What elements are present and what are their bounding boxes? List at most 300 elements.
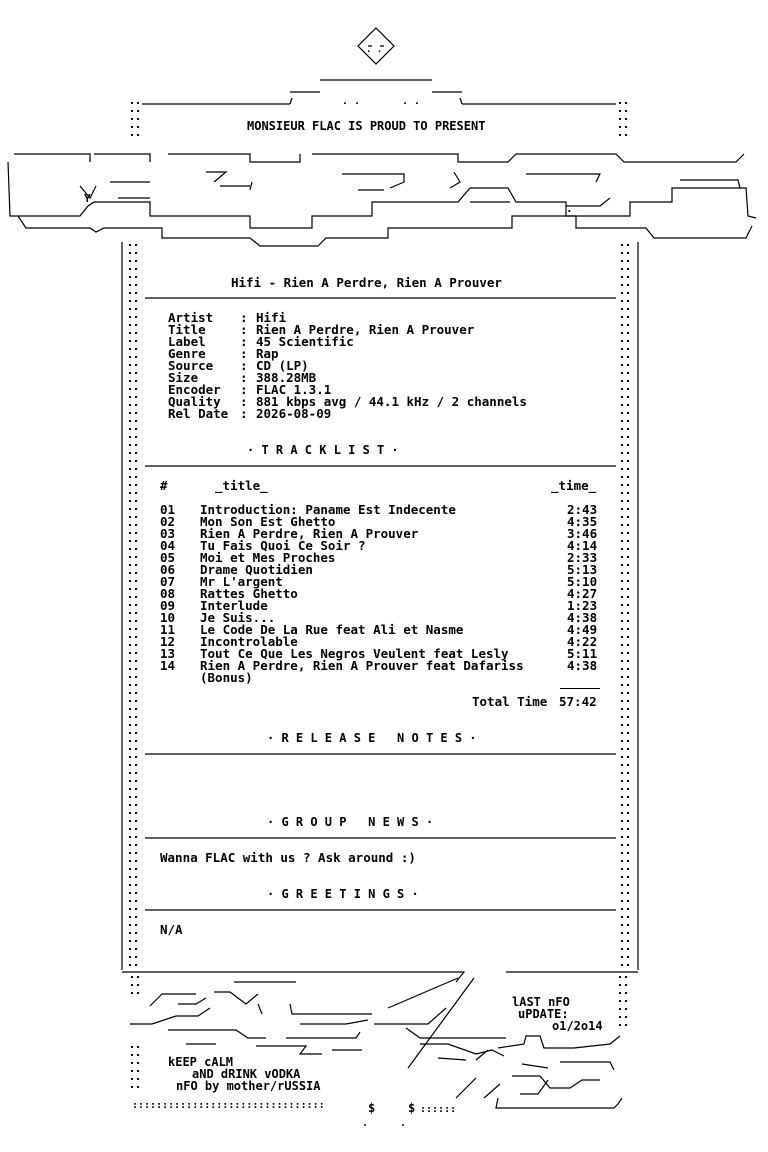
frame-dot [627, 460, 629, 462]
track-number: 07 [160, 574, 176, 589]
frame-dot [621, 548, 623, 550]
frame-dot [129, 652, 131, 654]
frame-dot [135, 628, 137, 630]
frame-dot [129, 916, 131, 918]
track-number: 06 [160, 562, 176, 577]
frame-dot [621, 460, 623, 462]
frame-dot [621, 356, 623, 358]
frame-dot [621, 668, 623, 670]
frame-dot [129, 308, 131, 310]
frame-dot [129, 716, 131, 718]
frame-dot [621, 556, 623, 558]
frame-dot [129, 852, 131, 854]
frame-dot [129, 556, 131, 558]
track-title: Tu Fais Quoi Ce Soir ? [200, 538, 366, 553]
frame-dot [621, 276, 623, 278]
frame-dot [627, 780, 629, 782]
frame-dot [621, 404, 623, 406]
svg-text:. .: . . [402, 96, 421, 107]
frame-dot [627, 492, 629, 494]
frame-dot [627, 356, 629, 358]
frame-dot [627, 708, 629, 710]
frame-dot [129, 772, 131, 774]
frame-dot [129, 316, 131, 318]
frame-dot [621, 524, 623, 526]
frame-dot [135, 484, 137, 486]
frame-dot [627, 812, 629, 814]
info-separator: : [240, 322, 248, 337]
info-label: Label [168, 334, 206, 349]
track-time: 4:49 [567, 622, 598, 637]
frame-dot [627, 396, 629, 398]
group-news-body: Wanna FLAC with us ? Ask around :) [160, 850, 416, 865]
frame-dot [135, 516, 137, 518]
frame-dot [135, 764, 137, 766]
frame-dot [621, 820, 623, 822]
track-number: 01 [160, 502, 176, 517]
track-title: Rattes Ghetto [200, 586, 298, 601]
frame-dot [621, 380, 623, 382]
track-number: 09 [160, 598, 176, 613]
keep-calm-2: aND dRINK vODKA [192, 1067, 301, 1081]
frame-dot [135, 716, 137, 718]
frame-dot [129, 612, 131, 614]
frame-dot [627, 964, 629, 966]
frame-dot [627, 268, 629, 270]
frame-dot [627, 516, 629, 518]
frame-dot [627, 540, 629, 542]
frame-dot [135, 652, 137, 654]
frame-dots-top [0, 96, 768, 146]
frame-dot [627, 612, 629, 614]
frame-dot [129, 540, 131, 542]
frame-dot [129, 420, 131, 422]
frame-dot [129, 428, 131, 430]
frame-dot [627, 508, 629, 510]
frame-dot [129, 324, 131, 326]
frame-dot [129, 260, 131, 262]
frame-dot [135, 508, 137, 510]
frame-dot [135, 436, 137, 438]
frame-dot [135, 844, 137, 846]
frame-dot [621, 964, 623, 966]
frame-dot [627, 484, 629, 486]
svg-text:o1/2o14: o1/2o14 [552, 1019, 603, 1033]
frame-dot [627, 660, 629, 662]
frame-dot [621, 468, 623, 470]
frame-dot [627, 284, 629, 286]
track-title: Drame Quotidien [200, 562, 313, 577]
frame-dot [627, 380, 629, 382]
frame-dot [621, 924, 623, 926]
frame-dot [129, 300, 131, 302]
frame-dot [627, 892, 629, 894]
track-number: 11 [160, 622, 176, 637]
frame-dot [621, 772, 623, 774]
frame-dot [129, 876, 131, 878]
group-news-heading: · G R O U P N E W S · [267, 815, 434, 829]
info-label: Rel Date [168, 406, 229, 421]
frame-dot [135, 532, 137, 534]
frame-dot [621, 628, 623, 630]
frame-dot [621, 948, 623, 950]
frame-dot [621, 348, 623, 350]
frame-dot [627, 260, 629, 262]
frame-dot [627, 476, 629, 478]
frame-dot [129, 732, 131, 734]
frame-dot [135, 356, 137, 358]
frame-dot [135, 580, 137, 582]
frame-dot [135, 836, 137, 838]
frame-dot [135, 252, 137, 254]
svg-text:.: . [400, 1118, 407, 1129]
frame-dot [627, 308, 629, 310]
frame-dot [627, 804, 629, 806]
track-time: 4:35 [567, 514, 598, 529]
frame-dot [129, 740, 131, 742]
frame-dot [135, 292, 137, 294]
total-label: Total Time [472, 694, 548, 709]
track-title: Rien A Perdre, Rien A Prouver [200, 526, 419, 541]
svg-text:$: $ [368, 1101, 376, 1115]
frame-dot [129, 372, 131, 374]
frame-dot [129, 932, 131, 934]
track-time: 5:13 [567, 562, 598, 577]
frame-dot [627, 548, 629, 550]
track-time: 5:11 [567, 646, 598, 661]
frame-dot [129, 364, 131, 366]
track-title: Mon Son Est Ghetto [200, 514, 336, 529]
frame-dot [627, 628, 629, 630]
info-separator: : [240, 406, 248, 421]
frame-dot [135, 332, 137, 334]
frame-dot [135, 852, 137, 854]
frame-dot [129, 796, 131, 798]
frame-dot [135, 308, 137, 310]
frame-dot [135, 452, 137, 454]
frame-dot [129, 956, 131, 958]
frame-dot [627, 924, 629, 926]
frame-dot [135, 964, 137, 966]
frame-dot [135, 588, 137, 590]
frame-dot [627, 908, 629, 910]
frame-dot [621, 700, 623, 702]
frame-dot [621, 516, 623, 518]
frame-dot [627, 764, 629, 766]
frame-dot [129, 396, 131, 398]
info-separator: : [240, 346, 248, 361]
frame-dot [129, 356, 131, 358]
frame-dot [627, 796, 629, 798]
frame-dot [621, 324, 623, 326]
frame-dot [135, 660, 137, 662]
svg-text:Y: Y [84, 192, 91, 205]
frame-dot [627, 732, 629, 734]
frame-dot [621, 956, 623, 958]
frame-dot [135, 708, 137, 710]
frame-dot [621, 476, 623, 478]
frame-dot [129, 828, 131, 830]
frame-dot [135, 684, 137, 686]
info-separator: : [240, 310, 248, 325]
frame-dot [129, 908, 131, 910]
frame-dot [621, 564, 623, 566]
total-time: 57:42 [559, 694, 597, 709]
frame-dot [621, 588, 623, 590]
frame-dot [135, 868, 137, 870]
frame-dot [129, 604, 131, 606]
frame-dot [135, 276, 137, 278]
frame-dot [135, 820, 137, 822]
frame-dot [129, 244, 131, 246]
tracklist-heading: · T R A C K L I S T · [247, 443, 399, 457]
frame-dot [135, 940, 137, 942]
track-time: 4:38 [567, 610, 598, 625]
frame-dot [621, 540, 623, 542]
frame-dot [135, 540, 137, 542]
frame-dot [621, 420, 623, 422]
frame-dot [621, 652, 623, 654]
frame-dot [627, 676, 629, 678]
frame-dot [135, 860, 137, 862]
frame-dot [621, 572, 623, 574]
frame-dot [135, 724, 137, 726]
frame-dot [627, 956, 629, 958]
frame-dot [135, 948, 137, 950]
frame-dot [627, 244, 629, 246]
frame-dot [621, 852, 623, 854]
frame-dot [627, 564, 629, 566]
frame-dot [129, 340, 131, 342]
frame-dot [135, 348, 137, 350]
frame-dot [621, 612, 623, 614]
frame-dot [621, 780, 623, 782]
frame-dot [135, 324, 137, 326]
frame-dot [627, 500, 629, 502]
frame-dot [129, 668, 131, 670]
frame-dot [135, 892, 137, 894]
frame-dot [627, 412, 629, 414]
frame-dot [129, 492, 131, 494]
frame-dot [621, 684, 623, 686]
frame-dot [627, 644, 629, 646]
frame-dot [621, 708, 623, 710]
frame-dot [621, 788, 623, 790]
frame-dot [135, 316, 137, 318]
frame-dot [135, 572, 137, 574]
svg-text:.: . [566, 202, 573, 215]
frame-dot [627, 948, 629, 950]
frame-dot [135, 732, 137, 734]
frame-dot [621, 732, 623, 734]
frame-dot [621, 244, 623, 246]
frame-dot [129, 868, 131, 870]
track-title: Incontrolable [200, 634, 298, 649]
frame-dot [129, 580, 131, 582]
frame-dot [621, 812, 623, 814]
frame-dot [135, 524, 137, 526]
frame-dot [129, 692, 131, 694]
frame-dot [627, 876, 629, 878]
frame-dot [129, 500, 131, 502]
frame-dot [129, 708, 131, 710]
frame-dot [621, 316, 623, 318]
frame-dot [621, 932, 623, 934]
frame-dot [621, 372, 623, 374]
frame-dot [135, 500, 137, 502]
frame-dot [621, 804, 623, 806]
frame-dot [627, 324, 629, 326]
svg-text:. .: . . [366, 45, 383, 55]
info-label: Artist [168, 310, 214, 325]
frame-dot [135, 932, 137, 934]
frame-dot [621, 604, 623, 606]
info-separator: : [240, 358, 248, 373]
frame-dot [129, 412, 131, 414]
frame-dot [621, 876, 623, 878]
frame-dot [627, 292, 629, 294]
track-time: 2:33 [567, 550, 598, 565]
frame-dot [621, 292, 623, 294]
frame-dot [135, 636, 137, 638]
frame-dot [621, 444, 623, 446]
frame-dot [129, 804, 131, 806]
svg-text:::::::: :::::: [420, 1104, 457, 1115]
frame-dot [129, 548, 131, 550]
frame-dot [627, 916, 629, 918]
frame-dot [627, 724, 629, 726]
frame-dot [627, 588, 629, 590]
frame-dot [627, 836, 629, 838]
frame-dot [135, 420, 137, 422]
frame-dot [627, 748, 629, 750]
frame-dot [129, 620, 131, 622]
info-value: FLAC 1.3.1 [256, 382, 332, 397]
frame-dot [621, 308, 623, 310]
frame-dot [129, 436, 131, 438]
frame-dot [135, 468, 137, 470]
nfo-credit: nFO by mother/rUSSIA [176, 1079, 321, 1093]
frame-dot [135, 548, 137, 550]
info-value: CD (LP) [256, 358, 309, 373]
frame-dot [627, 420, 629, 422]
frame-dot [627, 820, 629, 822]
info-value: Rien A Perdre, Rien A Prouver [256, 322, 475, 337]
frame-dot [129, 508, 131, 510]
frame-dot [621, 796, 623, 798]
frame-dot [621, 748, 623, 750]
frame-dot [627, 300, 629, 302]
frame-dot [627, 556, 629, 558]
frame-dot [627, 684, 629, 686]
frame-dot [135, 460, 137, 462]
frame-dot [627, 868, 629, 870]
info-label: Genre [168, 346, 206, 361]
frame-dot [129, 948, 131, 950]
frame-dot [129, 724, 131, 726]
track-title: Mr L'argent [200, 574, 283, 589]
frame-dot [135, 492, 137, 494]
track-title: Je Suis... [200, 610, 276, 625]
frame-dot [129, 636, 131, 638]
frame-dot [129, 820, 131, 822]
frame-dot [627, 700, 629, 702]
frame-dot [135, 788, 137, 790]
frame-dot [627, 468, 629, 470]
frame-dot [627, 652, 629, 654]
info-value: 2026-08-09 [256, 406, 332, 421]
info-label: Title [168, 322, 206, 337]
footer-logo [0, 968, 768, 1152]
frame-dot [129, 444, 131, 446]
frame-dot [621, 940, 623, 942]
frame-dot [621, 756, 623, 758]
frame-dot [129, 252, 131, 254]
frame-dot [627, 596, 629, 598]
frame-dot [621, 900, 623, 902]
frame-dot [135, 796, 137, 798]
frame-dot [627, 372, 629, 374]
greetings-heading: · G R E E T I N G S · [267, 887, 419, 901]
frame-dot [627, 884, 629, 886]
frame-dot [621, 644, 623, 646]
frame-dot [621, 692, 623, 694]
frame-dot [129, 900, 131, 902]
frame-dot [627, 932, 629, 934]
total-rule [560, 688, 600, 689]
frame-dot [135, 564, 137, 566]
frame-dot [621, 364, 623, 366]
frame-dot [627, 740, 629, 742]
frame-dot [135, 300, 137, 302]
track-time: 3:46 [567, 526, 598, 541]
frame-dot [129, 788, 131, 790]
frame-dot [135, 396, 137, 398]
keep-calm-1: kEEP cALM [168, 1055, 234, 1069]
frame-dot [129, 380, 131, 382]
frame-dot [621, 892, 623, 894]
frame-dot [135, 812, 137, 814]
frame-dot [627, 852, 629, 854]
frame-dot [129, 684, 131, 686]
frame-dot [135, 620, 137, 622]
track-title: Interlude [200, 598, 268, 613]
frame-dot [129, 516, 131, 518]
svg-text:uPDATE:: uPDATE: [518, 1007, 569, 1021]
track-time: 1:23 [567, 598, 598, 613]
frame-dot [129, 588, 131, 590]
frame-dot [627, 844, 629, 846]
frame-dot [627, 388, 629, 390]
frame-dot [621, 724, 623, 726]
frame-dot [129, 484, 131, 486]
frame-dot [627, 364, 629, 366]
frame-dot [621, 636, 623, 638]
frame-dot [135, 444, 137, 446]
frame-dot [135, 380, 137, 382]
frame-dot [129, 860, 131, 862]
frame-dot [627, 604, 629, 606]
frame-dot [129, 644, 131, 646]
svg-text:::::::::::::::::::::::::::::::: :::::::::::::::::::::::::::::::: [132, 1100, 325, 1111]
track-number: 14 [160, 658, 176, 673]
frame-dot [129, 268, 131, 270]
frame-dot [135, 372, 137, 374]
frame-dot [621, 284, 623, 286]
info-label: Encoder [168, 382, 221, 397]
track-number: 13 [160, 646, 176, 661]
frame-dot [627, 444, 629, 446]
